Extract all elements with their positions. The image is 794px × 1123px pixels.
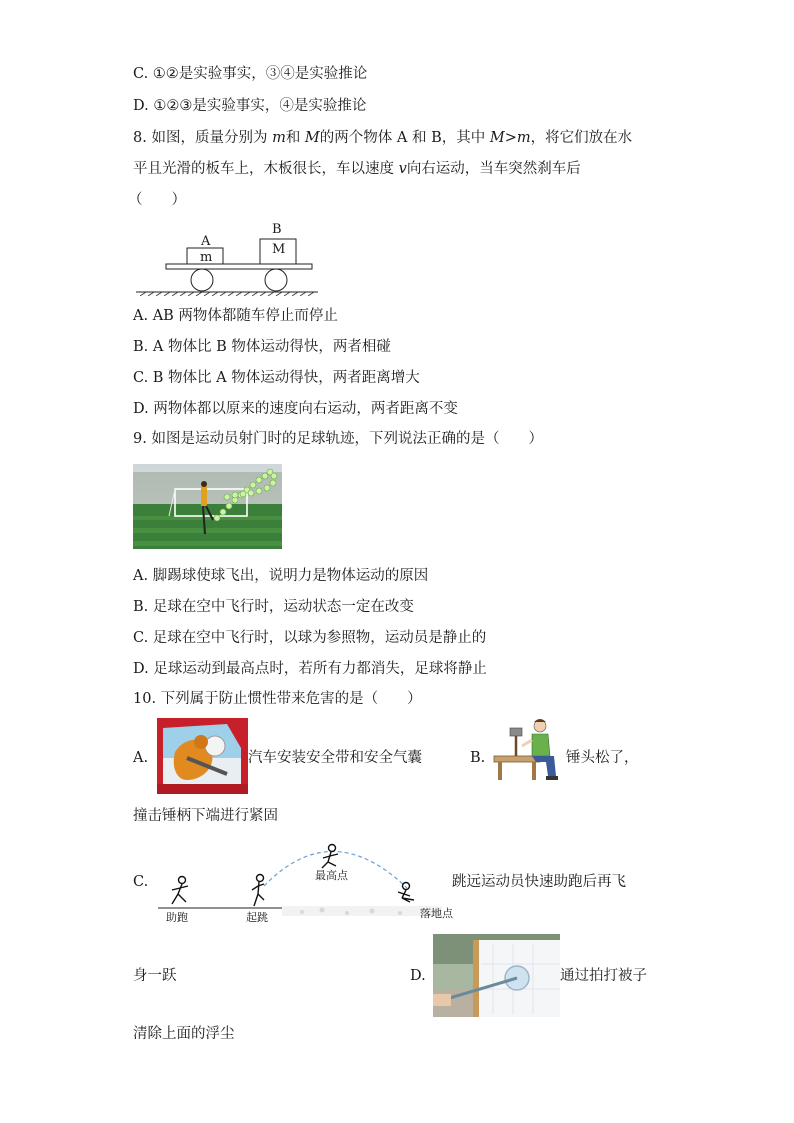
q10-option-c-text: 跳远运动员快速助跑后再飞 <box>452 874 626 890</box>
q8-option-a: A. AB 两物体都随车停止而停止 <box>133 308 338 324</box>
q10-option-d-continued: 清除上面的浮尘 <box>133 1026 235 1042</box>
q8-var-v: v <box>398 161 407 177</box>
q9-stem: 9. 如图是运动员射门时的足球轨迹，下列说法正确的是（ ） <box>133 431 543 447</box>
q10-option-b-continued: 撞击锤柄下端进行紧固 <box>133 808 278 824</box>
q8-stem-text: 的两个物体 A 和 B，其中 <box>319 130 490 146</box>
label-takeoff: 起跳 <box>246 911 268 924</box>
q7-option-c: C. ①②是实验事实，③④是实验推论 <box>133 66 368 82</box>
soccer-photo <box>133 464 282 549</box>
hammer-repair-illustration <box>492 716 566 788</box>
beating-quilt-photo <box>433 934 560 1017</box>
q10-option-d-letter: D. <box>410 968 426 984</box>
q7-option-d: D. ①②③是实验事实，④是实验推论 <box>133 98 367 114</box>
block-a-mass: m <box>200 250 213 265</box>
q10-option-c-letter: C. <box>133 874 149 890</box>
q8-stem-line1 <box>133 128 632 148</box>
q9-option-d: D. 足球运动到最高点时，若所有力都消失，足球将静止 <box>133 661 487 677</box>
q9-option-c: C. 足球在空中飞行时，以球为参照物，运动员是静止的 <box>133 630 487 646</box>
long-jump-illustration <box>152 836 452 928</box>
q10-option-d-text: 通过拍打被子 <box>560 968 647 984</box>
seatbelt-airbag-image <box>157 718 248 794</box>
label-highest-point: 最高点 <box>315 869 348 882</box>
soccer-shot-image <box>133 464 282 549</box>
q8-stem-text: 平且光滑的板车上，木板很长，车以速度 <box>133 161 399 177</box>
q10-option-c-continued: 身一跃 <box>133 968 177 984</box>
q10-option-a-text: 汽车安装安全带和安全气囊 <box>248 750 422 766</box>
q8-stem-text: 向右运动，当车突然刹车后 <box>406 161 581 177</box>
q8-var-M: M <box>304 130 320 146</box>
q8-option-d: D. 两物体都以原来的速度向右运动，两者距离不变 <box>133 401 458 417</box>
block-a-label: A <box>201 234 211 249</box>
q9-option-a: A. 脚踢球使球飞出，说明力是物体运动的原因 <box>133 568 429 584</box>
label-landing-point: 落地点 <box>420 907 453 920</box>
q10-option-b-letter: B. <box>470 750 486 766</box>
q10-stem: 10. 下列属于防止惯性带来危害的是（ ） <box>133 691 422 707</box>
block-b-label: B <box>272 222 282 237</box>
q8-condition: M>m <box>489 130 531 146</box>
cart-diagram <box>132 224 322 296</box>
label-run-up: 助跑 <box>166 911 188 924</box>
q10-option-a-letter: A. <box>133 750 149 766</box>
q8-option-b: B. A 物体比 B 物体运动得快，两者相碰 <box>133 339 391 355</box>
q8-var-m: m <box>272 130 286 146</box>
hammer-man-image <box>492 716 566 788</box>
block-b-mass: M <box>272 242 286 257</box>
q8-stem-line2 <box>133 159 581 179</box>
quilt-dusting-image <box>433 934 560 1017</box>
q8-stem-text: 和 <box>285 130 305 146</box>
q9-option-b: B. 足球在空中飞行时，运动状态一定在改变 <box>133 599 414 615</box>
car-interior-illustration <box>157 718 248 794</box>
q8-option-c: C. B 物体比 A 物体运动得快，两者距离增大 <box>133 370 420 386</box>
q8-answer-paren: （ ） <box>128 192 186 208</box>
q10-option-b-text: 锤头松了， <box>566 750 639 766</box>
q8-cart-figure <box>132 224 322 296</box>
long-jump-diagram <box>152 836 452 928</box>
q8-stem-text: ，将它们放在水 <box>530 130 633 146</box>
q8-stem-text: 8. 如图，质量分别为 <box>133 130 273 146</box>
